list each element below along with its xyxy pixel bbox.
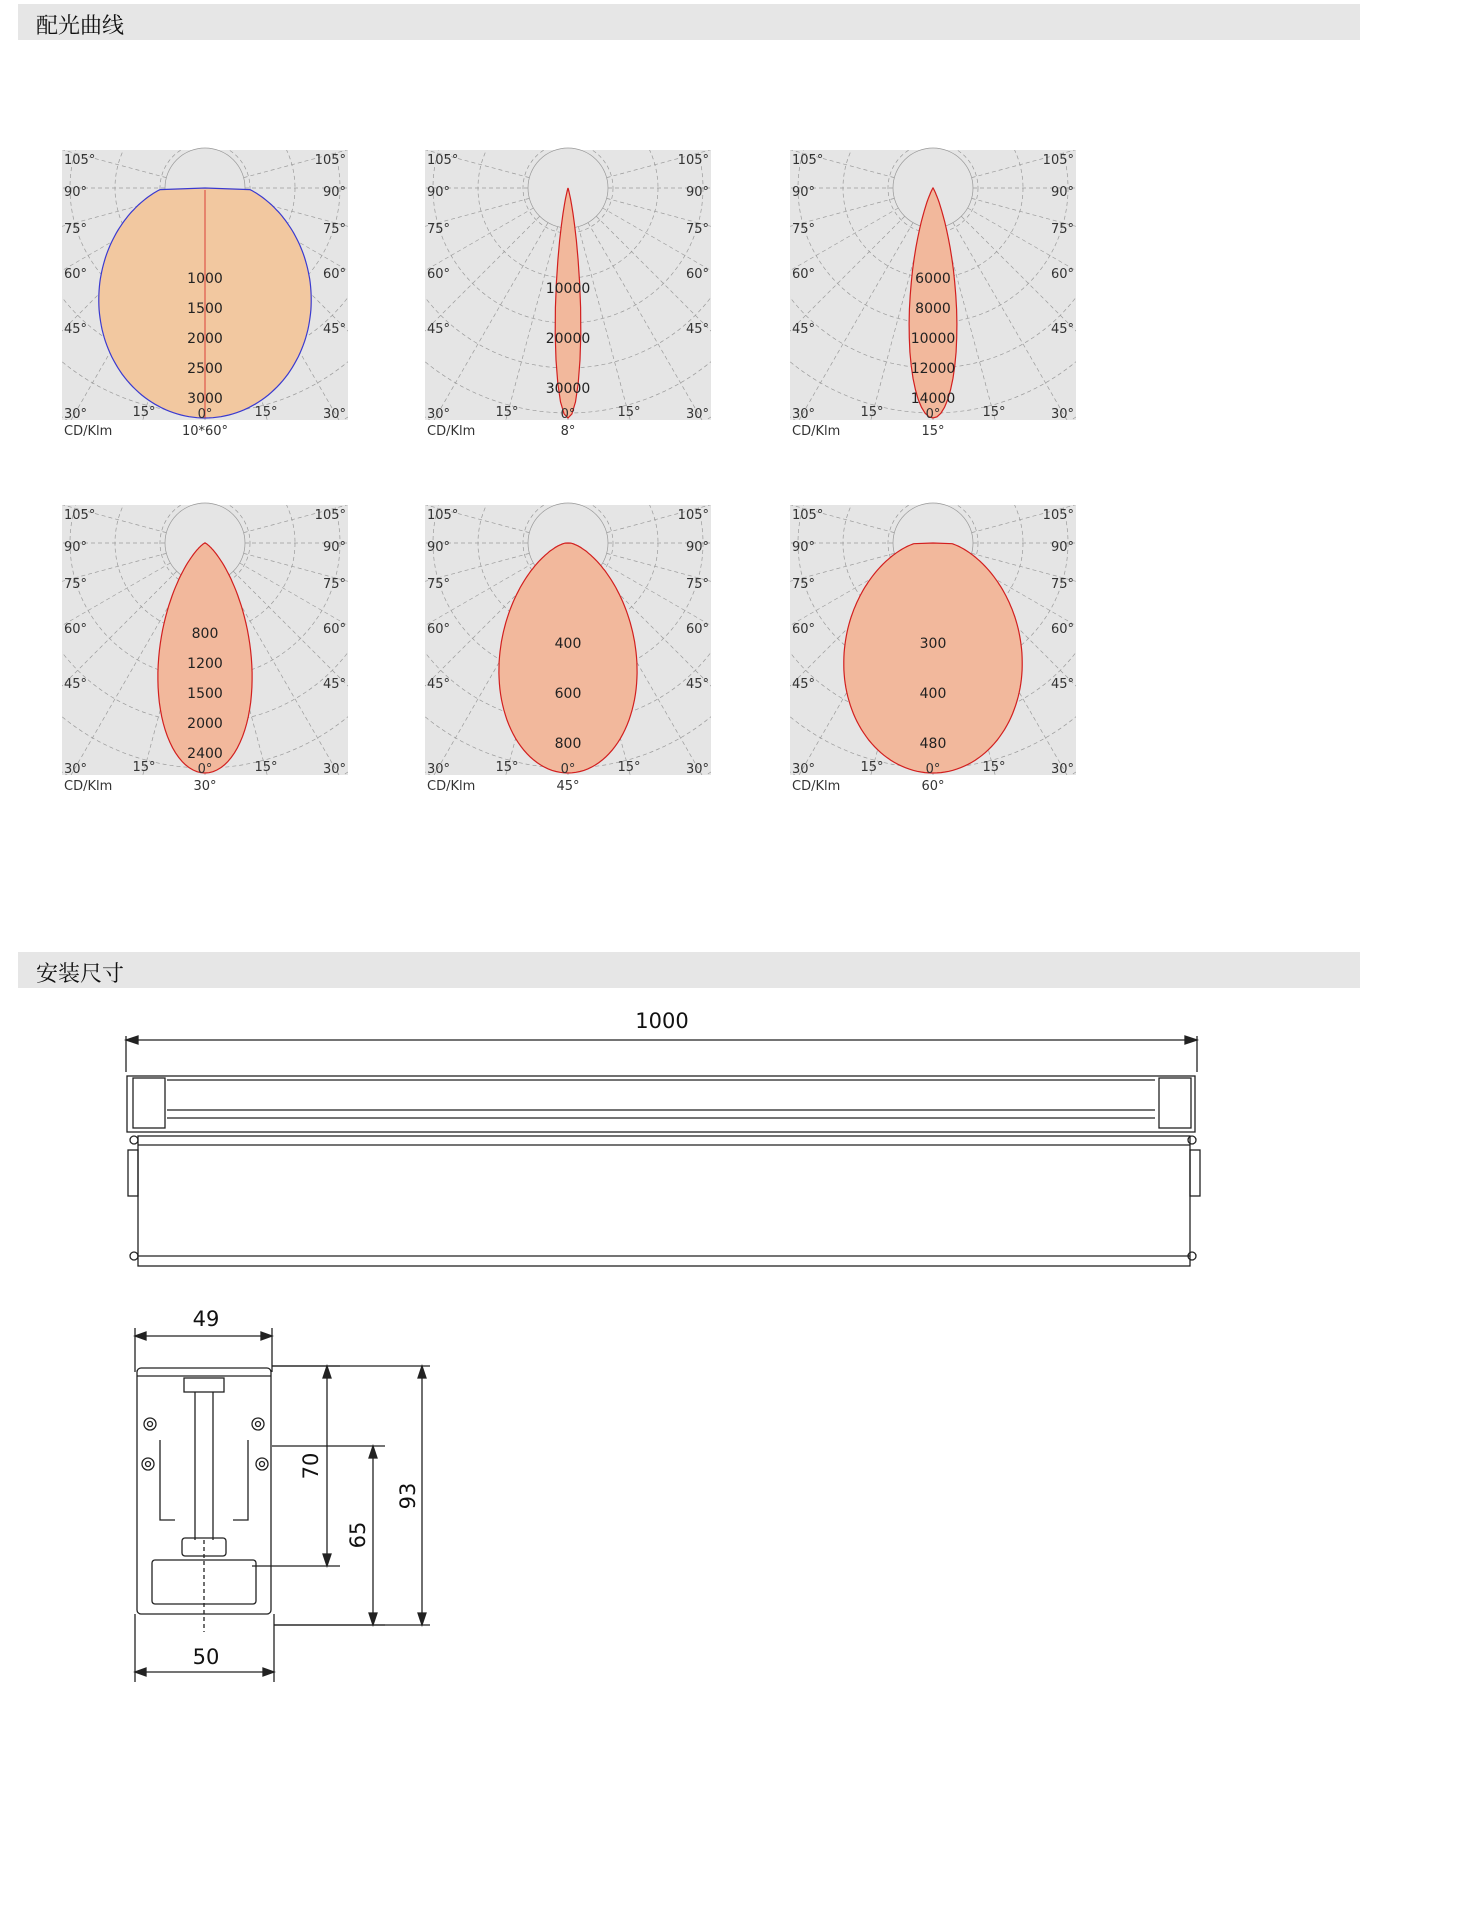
beam-angle-label: 45°: [556, 779, 580, 794]
angle-label: 90°: [427, 540, 451, 555]
angle-label: 105°: [427, 153, 459, 168]
angle-label: 60°: [64, 622, 88, 637]
angle-label: 60°: [685, 267, 709, 282]
angle-label: 90°: [685, 540, 709, 555]
beam-angle-label: 8°: [560, 424, 576, 439]
angle-label: 60°: [1050, 622, 1074, 637]
ring-value-label: 800: [554, 736, 582, 752]
angle-label: 0°: [560, 407, 576, 422]
angle-label: 60°: [792, 622, 816, 637]
angle-label: 90°: [64, 540, 88, 555]
angle-label: 30°: [1050, 762, 1074, 777]
angle-label: 15°: [495, 760, 519, 775]
ring-value-label: 2400: [187, 746, 223, 762]
angle-label: 30°: [792, 762, 816, 777]
angle-label: 60°: [322, 267, 346, 282]
ring-value-label: 480: [919, 736, 947, 752]
dimension-height-70: 70: [299, 1452, 323, 1480]
angle-label: 15°: [132, 405, 156, 420]
ring-value-label: 300: [919, 636, 947, 652]
front-view-drawing: [126, 1036, 1200, 1266]
ring-value-label: 8000: [915, 301, 951, 317]
angle-label: 45°: [792, 322, 816, 337]
ring-value-label: 12000: [910, 361, 956, 377]
ring-value-label: 20000: [545, 331, 591, 347]
unit-label: CD/Klm: [427, 779, 476, 794]
ring-value-label: 10000: [910, 331, 956, 347]
angle-label: 60°: [427, 267, 451, 282]
angle-label: 75°: [685, 222, 709, 237]
angle-label: 45°: [64, 677, 88, 692]
ring-value-label: 2500: [187, 361, 223, 377]
angle-label: 30°: [427, 407, 451, 422]
angle-label: 105°: [64, 508, 96, 523]
angle-label: 105°: [314, 153, 346, 168]
ring-value-label: 400: [554, 636, 582, 652]
angle-label: 90°: [792, 540, 816, 555]
ring-value-label: 400: [919, 686, 947, 702]
angle-label: 15°: [982, 405, 1006, 420]
dimension-top-width: 49: [192, 1307, 220, 1331]
ring-value-label: 30000: [545, 381, 591, 397]
angle-label: 75°: [792, 577, 816, 592]
angle-label: 30°: [685, 407, 709, 422]
angle-label: 105°: [792, 153, 824, 168]
angle-label: 90°: [685, 185, 709, 200]
angle-label: 105°: [314, 508, 346, 523]
unit-label: CD/Klm: [64, 779, 113, 794]
angle-label: 0°: [925, 407, 941, 422]
angle-label: 15°: [495, 405, 519, 420]
ring-value-label: 2000: [187, 331, 223, 347]
angle-label: 0°: [560, 762, 576, 777]
angle-label: 75°: [1050, 222, 1074, 237]
angle-label: 45°: [427, 677, 451, 692]
angle-label: 0°: [197, 762, 213, 777]
ring-value-label: 10000: [545, 281, 591, 297]
beam-angle-label: 60°: [921, 779, 945, 794]
angle-label: 75°: [64, 222, 88, 237]
dimension-height-65: 65: [346, 1521, 370, 1549]
angle-label: 60°: [64, 267, 88, 282]
angle-label: 45°: [792, 677, 816, 692]
beam-angle-label: 15°: [921, 424, 945, 439]
angle-label: 0°: [925, 762, 941, 777]
angle-label: 90°: [1050, 540, 1074, 555]
angle-label: 60°: [685, 622, 709, 637]
dimension-length: 1000: [635, 1009, 689, 1033]
angle-label: 75°: [1050, 577, 1074, 592]
angle-label: 105°: [677, 508, 709, 523]
angle-label: 105°: [677, 153, 709, 168]
ring-value-label: 1200: [187, 656, 223, 672]
ring-value-label: 1500: [187, 686, 223, 702]
angle-label: 30°: [322, 407, 346, 422]
angle-label: 90°: [427, 185, 451, 200]
section-title: 配光曲线: [36, 14, 125, 39]
angle-label: 45°: [427, 322, 451, 337]
angle-label: 30°: [64, 762, 88, 777]
angle-label: 15°: [132, 760, 156, 775]
unit-label: CD/Klm: [427, 424, 476, 439]
angle-label: 45°: [64, 322, 88, 337]
angle-label: 105°: [64, 153, 96, 168]
angle-label: 45°: [1050, 677, 1074, 692]
angle-label: 15°: [254, 405, 278, 420]
angle-label: 90°: [792, 185, 816, 200]
angle-label: 30°: [427, 762, 451, 777]
angle-label: 15°: [860, 760, 884, 775]
angle-label: 90°: [1050, 185, 1074, 200]
angle-label: 60°: [322, 622, 346, 637]
angle-label: 30°: [685, 762, 709, 777]
angle-label: 90°: [322, 185, 346, 200]
angle-label: 60°: [427, 622, 451, 637]
angle-label: 30°: [792, 407, 816, 422]
angle-label: 75°: [427, 577, 451, 592]
angle-label: 45°: [322, 322, 346, 337]
side-view-drawing: [135, 1328, 430, 1682]
ring-value-label: 600: [554, 686, 582, 702]
angle-label: 15°: [860, 405, 884, 420]
ring-value-label: 3000: [187, 391, 223, 407]
angle-label: 75°: [322, 222, 346, 237]
dimension-bottom-width: 50: [192, 1645, 220, 1669]
section-title: 安装尺寸: [36, 962, 125, 987]
angle-label: 105°: [1042, 153, 1074, 168]
angle-label: 75°: [685, 577, 709, 592]
angle-label: 30°: [64, 407, 88, 422]
ring-value-label: 1000: [187, 271, 223, 287]
angle-label: 30°: [1050, 407, 1074, 422]
angle-label: 75°: [792, 222, 816, 237]
unit-label: CD/Klm: [792, 424, 841, 439]
unit-label: CD/Klm: [792, 779, 841, 794]
beam-angle-label: 30°: [193, 779, 217, 794]
unit-label: CD/Klm: [64, 424, 113, 439]
angle-label: 15°: [617, 405, 641, 420]
angle-label: 75°: [322, 577, 346, 592]
angle-label: 60°: [792, 267, 816, 282]
angle-label: 30°: [322, 762, 346, 777]
angle-label: 75°: [427, 222, 451, 237]
beam-angle-label: 10*60°: [181, 424, 229, 439]
ring-value-label: 800: [191, 626, 219, 642]
angle-label: 0°: [197, 407, 213, 422]
angle-label: 45°: [1050, 322, 1074, 337]
angle-label: 90°: [322, 540, 346, 555]
angle-label: 105°: [427, 508, 459, 523]
angle-label: 45°: [685, 677, 709, 692]
ring-value-label: 6000: [915, 271, 951, 287]
angle-label: 60°: [1050, 267, 1074, 282]
angle-label: 15°: [254, 760, 278, 775]
ring-value-label: 1500: [187, 301, 223, 317]
ring-value-label: 14000: [910, 391, 956, 407]
angle-label: 15°: [617, 760, 641, 775]
angle-label: 15°: [982, 760, 1006, 775]
angle-label: 45°: [685, 322, 709, 337]
ring-value-label: 2000: [187, 716, 223, 732]
angle-label: 105°: [792, 508, 824, 523]
angle-label: 75°: [64, 577, 88, 592]
angle-label: 90°: [64, 185, 88, 200]
dimension-height-total: 93: [396, 1482, 420, 1510]
angle-label: 45°: [322, 677, 346, 692]
angle-label: 105°: [1042, 508, 1074, 523]
